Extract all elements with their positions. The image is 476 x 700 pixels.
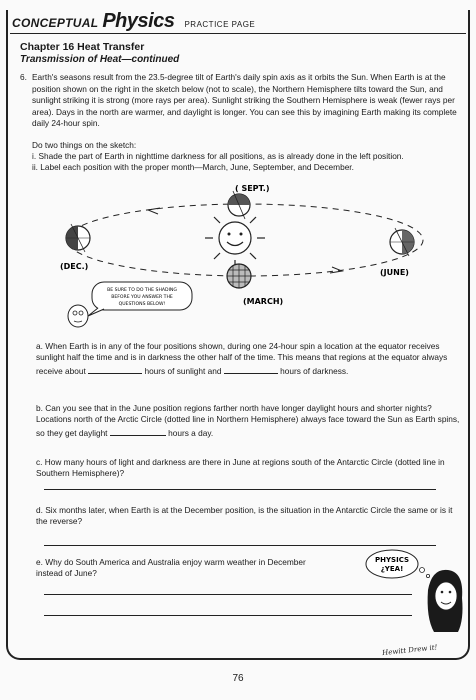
- earth-march-icon: [227, 264, 251, 288]
- question-d-letter: d.: [36, 505, 43, 515]
- earth-june-icon: [390, 228, 414, 256]
- question-a-text-3: hours of darkness.: [280, 365, 349, 376]
- question-d: [36, 505, 462, 528]
- question-e-text: Why do South America and Australia enjoy warm weather in December instead of June?: [36, 557, 306, 579]
- speech-bubble: [88, 282, 192, 316]
- bubble-line-2: BEFORE YOU ANSWER THE: [111, 295, 173, 300]
- instruction-item-2: ii. Label each position with the proper month—March, June, September, and December.: [32, 162, 354, 172]
- practice-page-label: PRACTICE PAGE: [184, 20, 256, 29]
- bubble-line-1: BE SURE TO DO THE SHADING: [107, 288, 177, 293]
- answer-a-sunlight-blank[interactable]: [88, 364, 142, 374]
- label-september: ( SEPT.): [235, 184, 270, 193]
- cartoon-character-icon: [68, 305, 88, 327]
- question-b: [36, 403, 462, 439]
- answer-a-darkness-blank[interactable]: [224, 364, 278, 374]
- sun-icon: [205, 208, 265, 268]
- answer-e-line-1[interactable]: [44, 594, 412, 595]
- question-c-text: How many hours of light and darkness are there in June at regions south of the Antarctic Circle (dotted line in Southern Hemisphere)?: [36, 457, 445, 479]
- question-c-letter: c.: [36, 457, 43, 467]
- question-d-text: Six months later, when Earth is at the December position, is the situation in the Antarctic Circle the same or is it the reverse?: [36, 505, 453, 527]
- question-e-letter: e.: [36, 557, 43, 567]
- earth-september-icon: [228, 191, 250, 219]
- question-c: [36, 457, 462, 480]
- chapter-title: Chapter 16 Heat Transfer: [20, 41, 145, 53]
- orbit-arrow-bottom: [330, 267, 342, 273]
- question-6-text: Earth's seasons result from the 23.5-degree tilt of Earth's daily spin axis as it orbits the Sun. When Earth is at the position shown on the right in the sketch below (not to scale), the Northern Hemisphere tilts toward the Sun, and sunlight striking it is strong (more rays per area). Sunlight striking the Southern Hemisphere is weak (fewer rays per area). Days in the north are warmer, and daylight is longer. You can see this by imagining Earth making its complete daily 24-hour spin.: [32, 72, 457, 129]
- question-b-text-1: Can you see that in the June position regions farther north have longer daylight hours and shorter nights? Locations north of the Arctic Circle (dotted line in Northern Hemisphere) always face toward the Sun as Earth spins, so they get daylight: [36, 403, 460, 438]
- label-march: (MARCH): [243, 297, 284, 306]
- question-e: [36, 557, 316, 580]
- page-number: 76: [232, 673, 244, 684]
- question-b-text-2: hours a day.: [168, 427, 214, 438]
- header-rule: [10, 33, 466, 34]
- question-a-text-2: hours of sunlight and: [144, 365, 222, 376]
- earth-december-icon: [66, 224, 90, 252]
- question-6: [20, 72, 460, 130]
- label-june: (JUNE): [380, 268, 409, 277]
- bubble-line-3: QUESTIONS BELOW!: [118, 302, 166, 307]
- instruction-item-1: i. Shade the part of Earth in nighttime darkness for all positions, as is already done in the left position.: [32, 151, 404, 161]
- physics-bubble-line-1: PHYSICS: [374, 556, 410, 564]
- question-6-number: 6.: [20, 72, 27, 82]
- question-b-letter: b.: [36, 403, 43, 413]
- brand-conceptual: CONCEPTUAL: [12, 16, 99, 30]
- section-title: Transmission of Heat—continued: [20, 54, 180, 65]
- question-a-letter: a.: [36, 341, 43, 351]
- page-header: [12, 10, 255, 33]
- question-a-text-1: When Earth is in any of the four positions shown, during one 24-hour spin a location at the equator receives sunlight half the time and is in darkness the other half of the time. This means that regions at the equator always receive about: [36, 341, 448, 376]
- physics-bubble-line-2: ¿YEA!: [380, 565, 404, 573]
- sketch-instructions: [32, 140, 462, 173]
- author-signature: Hewitt Drew it!: [381, 643, 438, 658]
- girl-cartoon-icon: [362, 540, 466, 640]
- instructions-intro: Do two things on the sketch:: [32, 140, 137, 150]
- label-december: (DEC.): [60, 262, 89, 271]
- orbit-sketch: [40, 178, 460, 328]
- question-a: [36, 341, 462, 377]
- answer-b-daylight-blank[interactable]: [110, 426, 166, 436]
- answer-e-line-2[interactable]: [44, 615, 412, 616]
- answer-c-line[interactable]: [44, 489, 436, 490]
- brand-physics: Physics: [102, 10, 175, 32]
